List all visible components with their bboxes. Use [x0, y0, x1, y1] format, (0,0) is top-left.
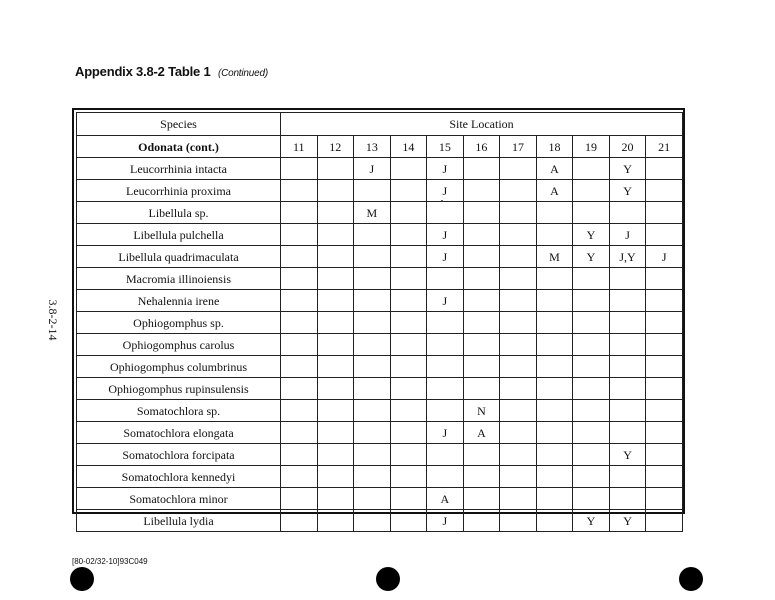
table-row [77, 246, 683, 268]
side-page-number: 3.8-2-14 [46, 299, 60, 341]
site-cell [536, 268, 573, 290]
site-cell [609, 290, 646, 312]
site-cell [354, 400, 391, 422]
site-cell [281, 202, 318, 224]
site-cell [427, 466, 464, 488]
site-cell [646, 312, 683, 334]
site-cell [281, 488, 318, 510]
site-cell [609, 488, 646, 510]
site-cell [609, 378, 646, 400]
site-cell [646, 268, 683, 290]
site-number-header: 21 [646, 136, 683, 158]
table-row [77, 466, 683, 488]
site-cell [573, 290, 610, 312]
site-cell [646, 356, 683, 378]
site-cell [281, 290, 318, 312]
site-cell [463, 290, 500, 312]
site-cell [536, 312, 573, 334]
site-cell [354, 356, 391, 378]
site-number-header: 17 [500, 136, 537, 158]
header-row [77, 113, 683, 136]
site-cell [281, 378, 318, 400]
table-row [77, 356, 683, 378]
species-name: Somatochlora sp. [77, 400, 281, 422]
site-cell [609, 334, 646, 356]
site-cell [354, 268, 391, 290]
table-heading [75, 64, 268, 79]
site-cell [573, 488, 610, 510]
table-row [77, 158, 683, 180]
site-cell [573, 202, 610, 224]
table-row [77, 400, 683, 422]
species-name: Libellula sp. [77, 202, 281, 224]
site-cell [281, 510, 318, 532]
table-row [77, 378, 683, 400]
site-cell [500, 224, 537, 246]
site-cell [646, 444, 683, 466]
site-cell [390, 268, 427, 290]
site-cell [646, 224, 683, 246]
punch-hole-right [679, 567, 703, 591]
site-cell [463, 356, 500, 378]
site-number-header: 11 [281, 136, 318, 158]
punch-hole-left [70, 567, 94, 591]
site-cell [354, 378, 391, 400]
site-cell [427, 378, 464, 400]
site-cell: Y [573, 510, 610, 532]
site-cell [281, 180, 318, 202]
site-cell: J [427, 422, 464, 444]
site-cell [354, 510, 391, 532]
site-cell [317, 422, 354, 444]
site-cell [427, 400, 464, 422]
site-cell [536, 224, 573, 246]
site-cell [536, 400, 573, 422]
site-cell [317, 334, 354, 356]
site-cell [646, 400, 683, 422]
site-number-header: 13 [354, 136, 391, 158]
site-location-header: Site Location [281, 113, 683, 136]
site-cell [536, 422, 573, 444]
site-cell [573, 268, 610, 290]
species-name: Somatochlora minor [77, 488, 281, 510]
site-cell [573, 400, 610, 422]
site-cell [390, 378, 427, 400]
site-cell [354, 488, 391, 510]
site-cell [390, 312, 427, 334]
site-cell [500, 268, 537, 290]
site-cell [646, 180, 683, 202]
site-cell [463, 444, 500, 466]
site-cell [500, 202, 537, 224]
site-cell [427, 334, 464, 356]
site-cell [500, 466, 537, 488]
table-row [77, 334, 683, 356]
site-cell [463, 334, 500, 356]
site-cell [463, 312, 500, 334]
site-cell: A [536, 158, 573, 180]
site-number-header: 18 [536, 136, 573, 158]
site-cell [427, 268, 464, 290]
table-row [77, 224, 683, 246]
site-cell [317, 268, 354, 290]
site-cell: Y [609, 510, 646, 532]
site-cell: J [427, 510, 464, 532]
site-cell [609, 312, 646, 334]
site-cell [281, 224, 318, 246]
site-cell [390, 202, 427, 224]
site-cell [317, 246, 354, 268]
table-row [77, 290, 683, 312]
site-cell [573, 180, 610, 202]
site-cell [427, 312, 464, 334]
table-row [77, 510, 683, 532]
site-cell: J [427, 290, 464, 312]
table-row [77, 312, 683, 334]
site-cell [463, 268, 500, 290]
site-cell [281, 444, 318, 466]
site-cell [573, 356, 610, 378]
site-cell: N [463, 400, 500, 422]
site-cell [500, 400, 537, 422]
site-cell [427, 356, 464, 378]
site-cell [500, 422, 537, 444]
site-cell [317, 488, 354, 510]
site-cell [281, 246, 318, 268]
site-cell [646, 422, 683, 444]
site-cell [317, 400, 354, 422]
site-cell [317, 312, 354, 334]
site-cell [354, 180, 391, 202]
site-cell: A [427, 488, 464, 510]
site-cell: J [427, 158, 464, 180]
table-row [77, 422, 683, 444]
site-cell: J [427, 246, 464, 268]
site-cell [390, 422, 427, 444]
site-cell [463, 466, 500, 488]
species-name: Leucorrhinia intacta [77, 158, 281, 180]
site-cell [281, 400, 318, 422]
section-label: Odonata (cont.) [77, 136, 281, 158]
site-cell [500, 356, 537, 378]
site-cell [354, 246, 391, 268]
species-name: Somatochlora elongata [77, 422, 281, 444]
site-cell [646, 378, 683, 400]
site-cell [609, 356, 646, 378]
site-cell: J,Y [609, 246, 646, 268]
site-cell [281, 312, 318, 334]
site-cell [390, 224, 427, 246]
site-number-header: 19 [573, 136, 610, 158]
site-cell [536, 488, 573, 510]
site-cell [317, 466, 354, 488]
site-cell: J [609, 224, 646, 246]
site-cell [573, 378, 610, 400]
site-cell [536, 466, 573, 488]
site-cell [500, 444, 537, 466]
species-name: Libellula quadrimaculata [77, 246, 281, 268]
site-cell [463, 488, 500, 510]
species-name: Ophiogomphus columbrinus [77, 356, 281, 378]
site-cell [390, 400, 427, 422]
site-cell [609, 422, 646, 444]
site-cell [390, 246, 427, 268]
table-row [77, 488, 683, 510]
site-cell [500, 312, 537, 334]
species-name: Libellula lydia [77, 510, 281, 532]
site-cell [390, 180, 427, 202]
site-cell [354, 290, 391, 312]
site-cell [427, 444, 464, 466]
site-cell [354, 334, 391, 356]
site-cell [573, 444, 610, 466]
site-cell [646, 488, 683, 510]
site-cell [536, 202, 573, 224]
site-cell [536, 356, 573, 378]
site-cell [281, 466, 318, 488]
site-cell: M [354, 202, 391, 224]
site-cell [536, 510, 573, 532]
site-cell [317, 510, 354, 532]
site-cell [500, 290, 537, 312]
site-cell [646, 334, 683, 356]
site-cell [317, 158, 354, 180]
table-title: Appendix 3.8-2 Table 1 [75, 64, 211, 79]
site-cell [609, 268, 646, 290]
punch-hole-center [376, 567, 400, 591]
site-cell [354, 444, 391, 466]
species-name: Ophiogomphus sp. [77, 312, 281, 334]
species-name: Nehalennia irene [77, 290, 281, 312]
site-cell [463, 158, 500, 180]
site-cell [281, 334, 318, 356]
scan-speck [441, 200, 443, 202]
site-cell [536, 378, 573, 400]
site-cell [500, 246, 537, 268]
site-cell [573, 422, 610, 444]
site-cell [500, 378, 537, 400]
site-cell [646, 510, 683, 532]
species-name: Leucorrhinia proxima [77, 180, 281, 202]
site-cell [390, 356, 427, 378]
table-row [77, 444, 683, 466]
site-cell [463, 224, 500, 246]
site-number-row [77, 136, 683, 158]
site-cell [573, 158, 610, 180]
site-cell [536, 334, 573, 356]
site-cell [354, 466, 391, 488]
site-cell [573, 334, 610, 356]
table-subtitle: (Continued) [217, 68, 268, 79]
species-name: Libellula pulchella [77, 224, 281, 246]
site-cell [463, 180, 500, 202]
site-number-header: 16 [463, 136, 500, 158]
site-cell: J [427, 224, 464, 246]
site-cell [390, 290, 427, 312]
footer-code: [80-02/32-10]93C049 [72, 557, 148, 566]
species-name: Somatochlora forcipata [77, 444, 281, 466]
site-cell: Y [609, 444, 646, 466]
site-cell [317, 290, 354, 312]
site-cell [463, 246, 500, 268]
site-cell [463, 378, 500, 400]
site-number-header: 12 [317, 136, 354, 158]
site-cell [500, 334, 537, 356]
site-cell [500, 510, 537, 532]
site-cell [573, 312, 610, 334]
site-cell [281, 356, 318, 378]
site-cell: J [427, 180, 464, 202]
site-cell [317, 444, 354, 466]
site-cell: A [536, 180, 573, 202]
site-cell [390, 444, 427, 466]
site-cell [609, 466, 646, 488]
site-cell: Y [609, 180, 646, 202]
site-cell [500, 158, 537, 180]
site-cell [354, 422, 391, 444]
site-cell [281, 158, 318, 180]
site-cell [354, 224, 391, 246]
site-cell [390, 488, 427, 510]
site-cell [646, 290, 683, 312]
site-cell [317, 180, 354, 202]
site-cell: J [354, 158, 391, 180]
species-column-header: Species [77, 113, 281, 136]
site-cell [500, 488, 537, 510]
site-cell: J [646, 246, 683, 268]
site-cell [317, 356, 354, 378]
site-cell: Y [573, 246, 610, 268]
site-cell [609, 202, 646, 224]
site-cell [281, 422, 318, 444]
site-cell [390, 334, 427, 356]
site-cell [609, 400, 646, 422]
site-cell [536, 444, 573, 466]
species-table [76, 112, 683, 532]
site-cell [317, 202, 354, 224]
site-number-header: 20 [609, 136, 646, 158]
site-cell: A [463, 422, 500, 444]
table-row [77, 202, 683, 224]
site-cell [281, 268, 318, 290]
site-cell [646, 466, 683, 488]
site-cell [317, 378, 354, 400]
site-cell: Y [609, 158, 646, 180]
site-number-header: 14 [390, 136, 427, 158]
site-cell [536, 290, 573, 312]
site-cell [463, 510, 500, 532]
site-cell [646, 158, 683, 180]
site-cell [390, 466, 427, 488]
site-cell [573, 466, 610, 488]
site-cell [500, 180, 537, 202]
table-row [77, 180, 683, 202]
species-name: Ophiogomphus rupinsulensis [77, 378, 281, 400]
site-cell: M [536, 246, 573, 268]
table-row [77, 268, 683, 290]
site-cell [390, 510, 427, 532]
site-cell [354, 312, 391, 334]
species-name: Ophiogomphus carolus [77, 334, 281, 356]
site-cell [427, 202, 464, 224]
site-cell [646, 202, 683, 224]
site-number-header: 15 [427, 136, 464, 158]
site-cell: Y [573, 224, 610, 246]
species-name: Somatochlora kennedyi [77, 466, 281, 488]
species-name: Macromia illinoiensis [77, 268, 281, 290]
site-cell [390, 158, 427, 180]
site-cell [463, 202, 500, 224]
site-cell [317, 224, 354, 246]
